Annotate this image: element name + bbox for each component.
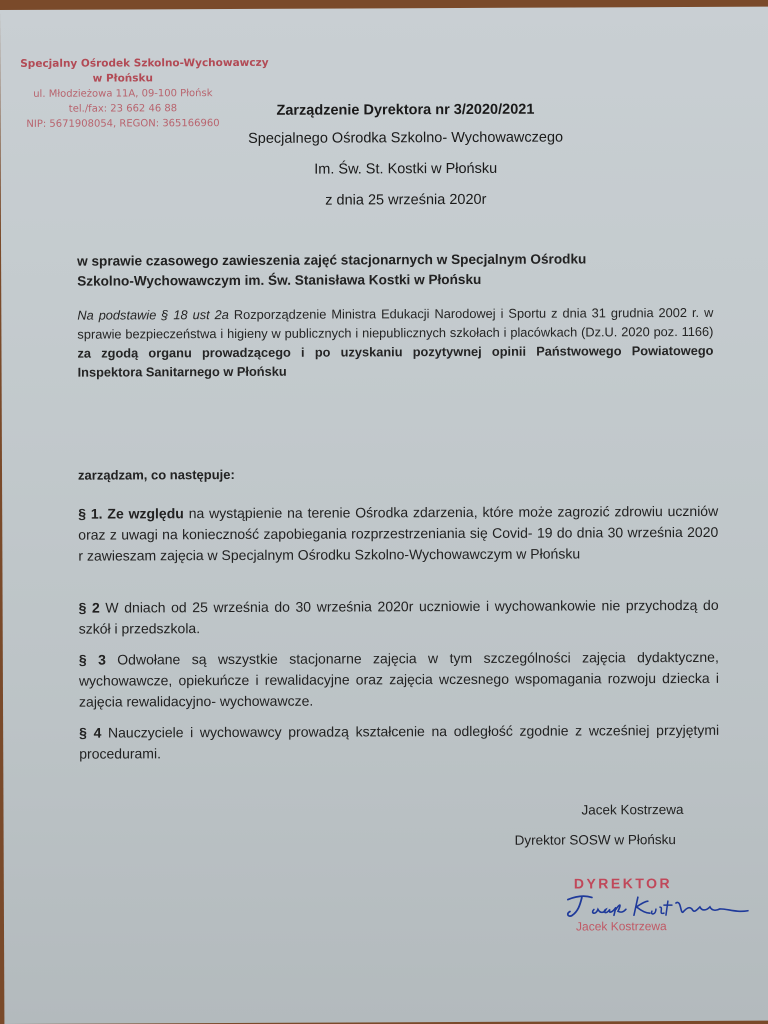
paragraph-mark: § 4 — [79, 724, 102, 741]
stamp-institution-name: Specjalny Ośrodek Szkolno-Wychowawczy — [20, 56, 269, 70]
decree-intro: zarządzam, co następuje: — [77, 466, 235, 483]
document-date: z dnia 25 września 2020r — [325, 191, 487, 209]
stamp-address: ul. Młodzieżowa 11A, 09-100 Płońsk — [33, 88, 213, 100]
legal-basis-text: Rozporządzenie Ministra Edukacji Narodowej i Sportu z dnia 31 grudnia 2002 r. w sprawie bezpieczeństwa i higieny w publicznych i niepublicznych szkołach i placówkach (Dz.U. 2020 poz. 1166) — [77, 304, 714, 342]
paragraph-2 — [79, 595, 719, 640]
stamp-title: DYREKTOR — [573, 875, 673, 892]
paragraph-text: Odwołane są wszystkie stacjonarne zajęcia w tym szczególności zajęcia dydaktyczne, wychowawcze, opiekuńcze i rewalidacyjne oraz zajęcia wczesnego wspomagania rozwoju dziecka i zajęcia rewalidacyjno- wychowawcze. — [78, 648, 719, 710]
paragraph-1 — [78, 501, 718, 567]
document-title: Zarządzenie Dyrektora nr 3/2020/2021 — [276, 101, 535, 119]
legal-basis-reference: Na podstawie § 18 ust 2a — [77, 307, 229, 323]
institution-name: Specjalnego Ośrodka Szkolno- Wychowawczego — [248, 129, 564, 147]
document-subject — [77, 249, 657, 292]
legal-basis-approval: za zgodą organu prowadzącego i po uzyskaniu pozytywnej opinii Państwowego Powiatowego Inspektora Sanitarnego w Płońsku — [77, 342, 714, 380]
signatory-role: Dyrektor SOSW w Płońsku — [514, 832, 676, 848]
institution-header-stamp — [20, 56, 269, 132]
paragraph-4 — [79, 720, 719, 765]
legal-basis — [77, 303, 713, 382]
paragraph-mark: § 3 — [78, 651, 106, 668]
stamp-phone: tel./fax: 23 662 46 88 — [68, 103, 178, 115]
paragraph-text: na wystąpienie na terenie Ośrodka zdarzenia, które może zagrozić zdrowiu uczniów oraz z uwagi na konieczność zapobiegania rozprzestrzeniania się Covid- 19 do dnia 30 września 2020 r zawieszam zajęcia w Specjalnym Ośrodku Szkolno-Wychowawczym w Płońsku — [78, 502, 719, 564]
director-signature-stamp — [564, 875, 764, 934]
paragraph-text: W dniach od 25 września do 30 września 2020r uczniowie i wychowankowie nie przychodzą do szkół i przedszkola. — [78, 596, 719, 637]
paragraph-3 — [79, 647, 719, 713]
signatory-name: Jacek Kostrzewa — [581, 802, 684, 818]
paragraph-mark: § 2 — [78, 599, 100, 616]
stamp-tax-ids: NIP: 5671908054, REGON: 365166960 — [26, 118, 220, 130]
subject-line: Szkolno-Wychowawczym im. Św. Stanisława Kostki w Płońsku — [77, 271, 482, 289]
paragraph-text: Nauczyciele i wychowawcy prowadzą kształcenie na odległość zgodnie z wcześniej przyjętymi procedurami. — [79, 721, 720, 762]
document-page — [0, 7, 768, 1024]
stamp-printed-name: Jacek Kostrzewa — [575, 919, 667, 934]
institution-patron: Im. Św. St. Kostki w Płońsku — [314, 160, 498, 178]
subject-line: w sprawie czasowego zawieszenia zajęć stacjonarnych w Specjalnym Ośrodku — [77, 251, 587, 269]
paragraph-mark: § 1. Ze względu — [78, 505, 184, 522]
stamp-institution-city: w Płońsku — [92, 72, 153, 85]
document-title-block — [200, 99, 610, 211]
